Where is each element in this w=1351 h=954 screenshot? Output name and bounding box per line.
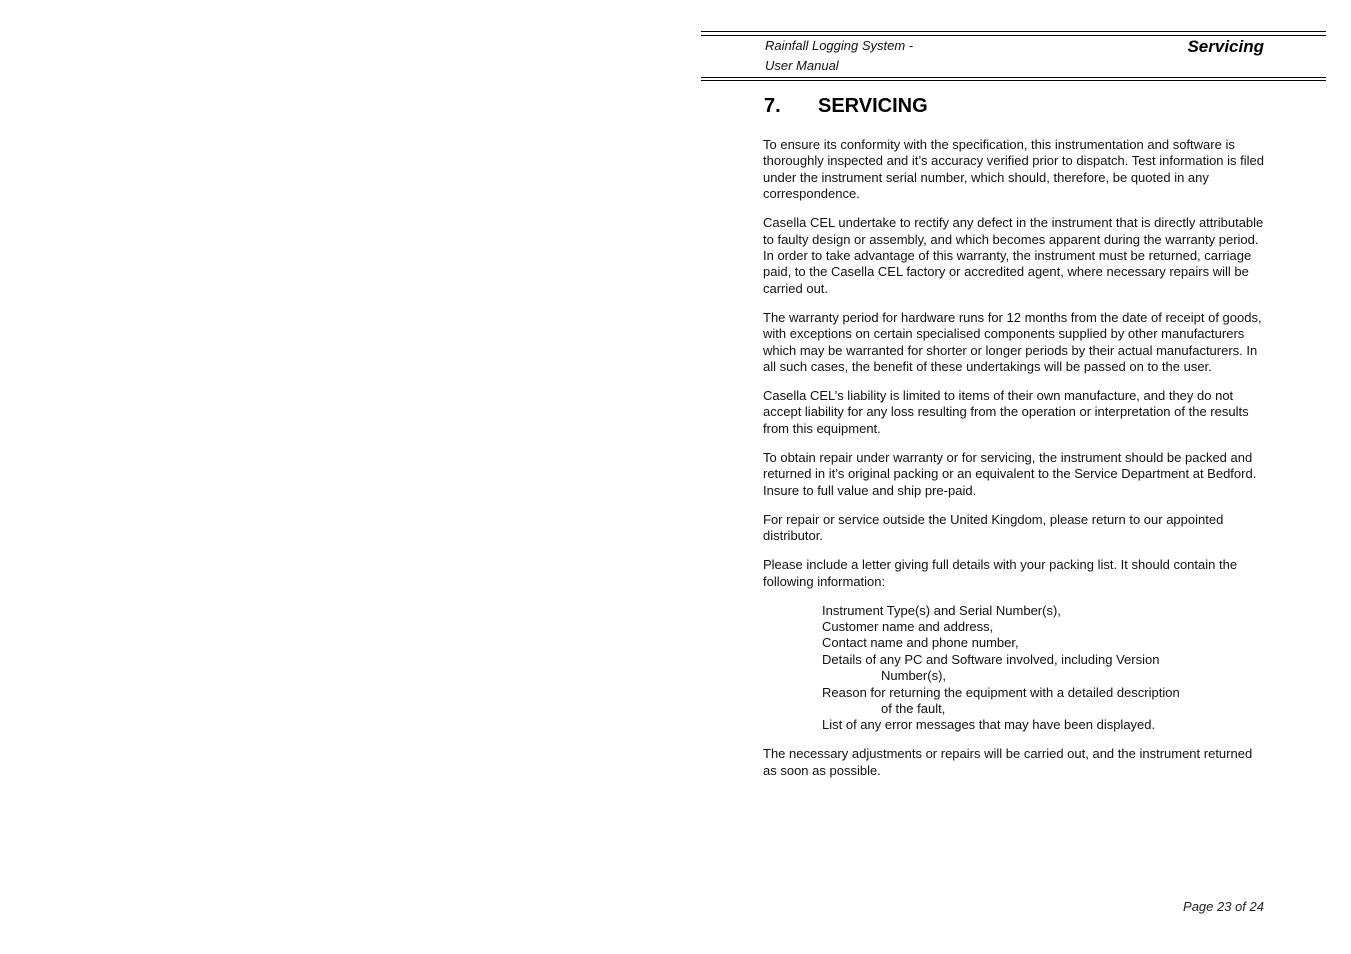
list-item-text: Details of any PC and Software involved, including Version	[822, 651, 1160, 667]
list-item-text: Contact name and phone number,	[822, 635, 1019, 651]
paragraph-liability: Casella CEL’s liability is limited to items of their own manufacture, and they do not accept liability for any loss resulting from the operation or interpretation of the results from this equipment.	[763, 388, 1249, 436]
list-item	[763, 652, 1268, 685]
document-title	[765, 36, 913, 76]
paragraph-letter-info: Please include a letter giving full details with your packing list. It should contain the following information:	[763, 557, 1238, 589]
section-number: 7.	[764, 95, 781, 117]
list-item	[763, 635, 1268, 651]
required-information-list	[763, 603, 1268, 734]
paragraph-conformity: To ensure its conformity with the specification, this instrumentation and software is thoroughly inspected and it’s accuracy verified prior to dispatch. Test information is filed under the instrument serial number, which should, therefore, be quoted in any correspondence.	[763, 137, 1265, 202]
page-number: Page 23 of 24	[1183, 899, 1264, 914]
paragraph-warranty-period: The warranty period for hardware runs for 12 months from the date of receipt of goods, with exceptions on certain specialised components supplied by other manufacturers which may be warranted for shorter or longer periods by their actual manufacturers. In all such cases, the benefit of these undertakings will be passed on to the user.	[763, 309, 1262, 375]
header-rule-bottom-inner	[701, 77, 1326, 78]
document-title-line-1: Rainfall Logging System -	[765, 38, 914, 53]
header-rule-top-outer	[701, 31, 1326, 32]
list-item-text: Instrument Type(s) and Serial Number(s),	[822, 602, 1061, 618]
list-item	[763, 717, 1268, 733]
paragraph-closing: The necessary adjustments or repairs will be carried out, and the instrument returned as soon as possible.	[763, 746, 1253, 778]
list-item	[763, 603, 1268, 619]
document-title-line-2: User Manual	[765, 58, 839, 73]
list-item-text: Customer name and address,	[822, 618, 994, 634]
paragraph-outside-uk: For repair or service outside the United Kingdom, please return to our appointed distributor.	[763, 511, 1224, 544]
paragraph-repair-shipping: To obtain repair under warranty or for servicing, the instrument should be packed and returned in it’s original packing or an equivalent to the Service Department at Bedford. Insure to full value and ship pre-paid.	[763, 449, 1257, 498]
list-item	[763, 685, 1268, 718]
section-body	[763, 137, 1268, 792]
paragraph-defect-rectification: Casella CEL undertake to rectify any defect in the instrument that is directly attributable to faulty design or assembly, and which becomes apparent during the warranty period. In order to take advantage of this warranty, the instrument must be returned, carriage paid, to the Casella CEL factory or accredited agent, where necessary repairs will be carried out.	[763, 215, 1264, 296]
list-item-text: List of any error messages that may have been displayed.	[822, 717, 1156, 733]
section-title: SERVICING	[818, 95, 928, 117]
list-item-continuation: of the fault,	[881, 700, 946, 716]
list-item	[763, 619, 1268, 635]
list-item-text: Reason for returning the equipment with a detailed description	[822, 684, 1180, 700]
list-item-continuation: Number(s),	[881, 668, 947, 684]
header-rule-bottom-outer	[701, 80, 1326, 81]
section-heading	[764, 95, 928, 118]
header-section-name: Servicing	[1187, 37, 1264, 56]
